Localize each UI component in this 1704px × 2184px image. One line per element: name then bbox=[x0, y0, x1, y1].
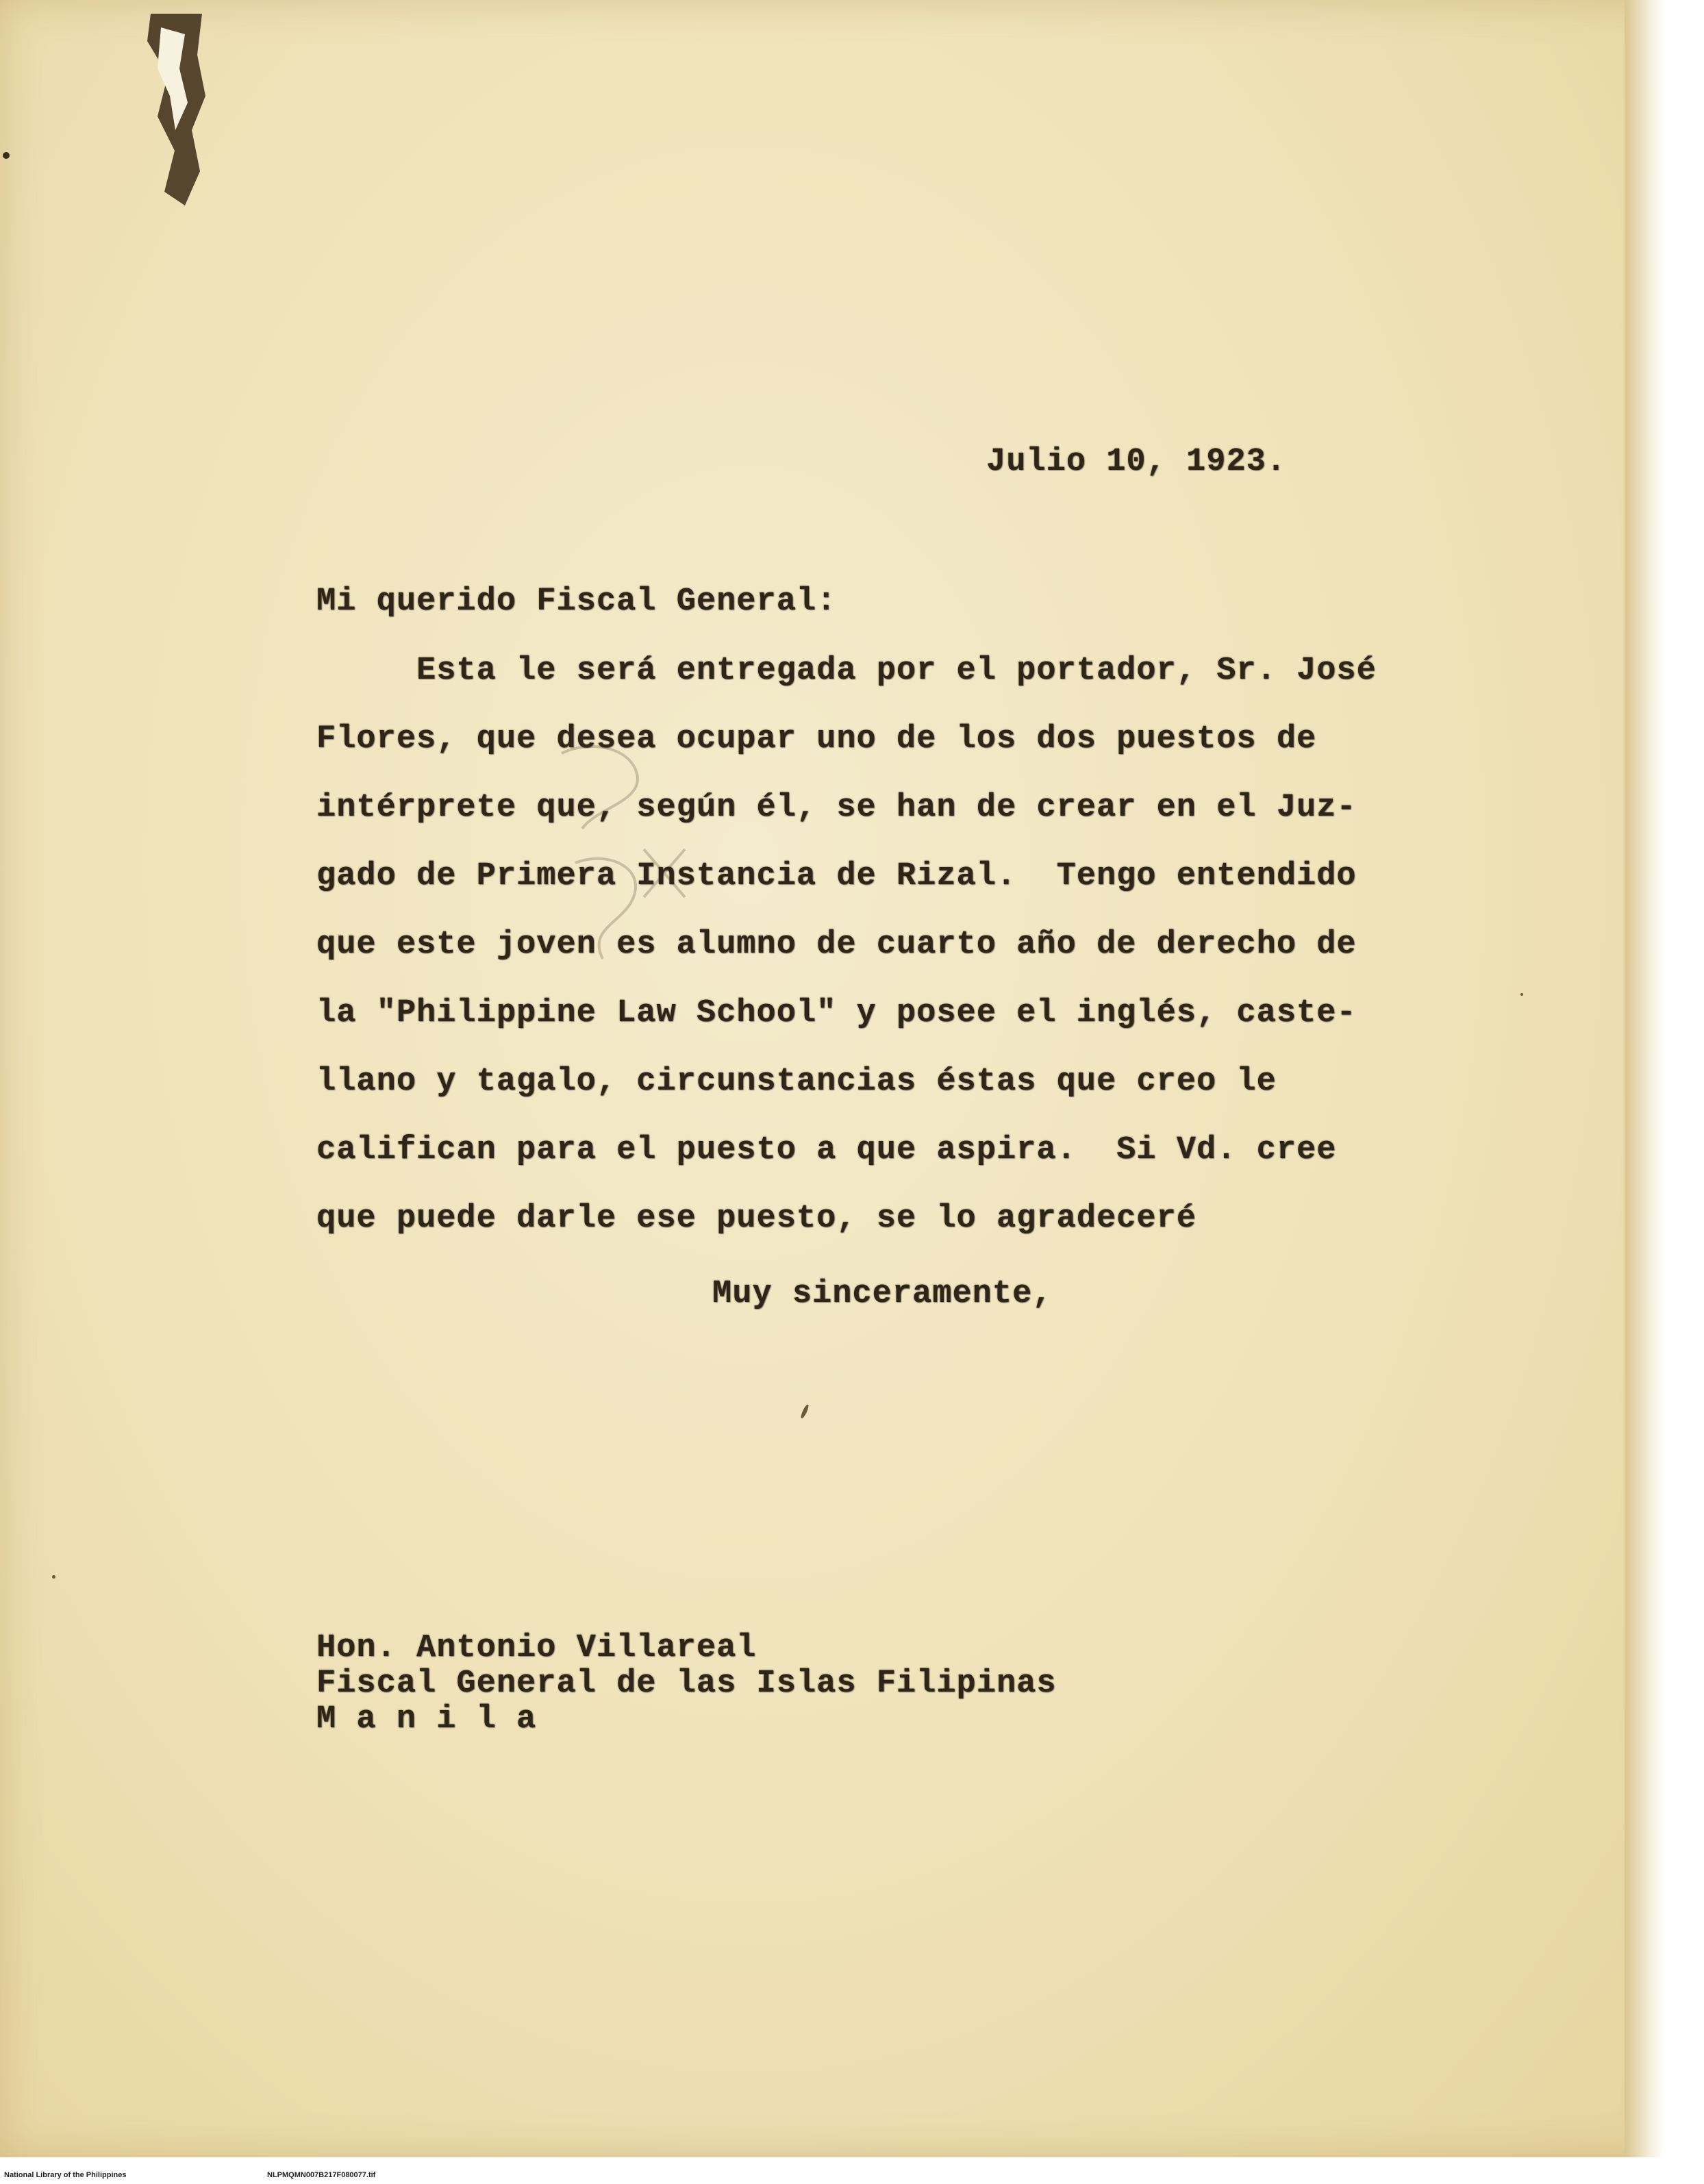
scan-footer bbox=[0, 2164, 1704, 2184]
body-line: Flores, que desea ocupar uno de los dos puestos de bbox=[316, 721, 1317, 757]
ink-speck bbox=[1520, 993, 1523, 996]
recipient-city: M a n i l a bbox=[316, 1701, 537, 1737]
punch-hole-mark bbox=[3, 152, 10, 159]
ink-speck bbox=[52, 1575, 55, 1579]
recipient-name: Hon. Antonio Villareal bbox=[316, 1630, 757, 1666]
body-line: Esta le será entregada por el portador, Sr. José bbox=[316, 653, 1377, 689]
body-line: que puede darle ese puesto, se lo agradeceré bbox=[316, 1201, 1197, 1237]
body-line: gado de Primera Instancia de Rizal. Tengo entendido bbox=[316, 858, 1357, 894]
paper-edge bbox=[1625, 0, 1664, 2157]
torn-corner-damage bbox=[137, 14, 212, 205]
letter-date: Julio 10, 1923. bbox=[986, 444, 1287, 480]
letter-salutation: Mi querido Fiscal General: bbox=[316, 583, 837, 620]
body-line: la "Philippine Law School" y posee el inglés, caste- bbox=[316, 995, 1357, 1031]
ink-speck bbox=[800, 1404, 810, 1419]
footer-institution: National Library of the Philippines bbox=[4, 2171, 127, 2179]
recipient-title: Fiscal General de las Islas Filipinas bbox=[316, 1666, 1057, 1702]
body-line: que este joven es alumno de cuarto año de derecho de bbox=[316, 927, 1357, 963]
body-line: llano y tagalo, circunstancias éstas que creo le bbox=[316, 1064, 1277, 1100]
footer-file-id: NLPMQMN007B217F080077.tif bbox=[267, 2171, 376, 2179]
body-line: intérprete que, según él, se han de crear en el Juz- bbox=[316, 790, 1357, 826]
body-line: califican para el puesto a que aspira. Si Vd. cree bbox=[316, 1132, 1337, 1168]
letter-closing: Muy sinceramente, bbox=[712, 1276, 1053, 1312]
